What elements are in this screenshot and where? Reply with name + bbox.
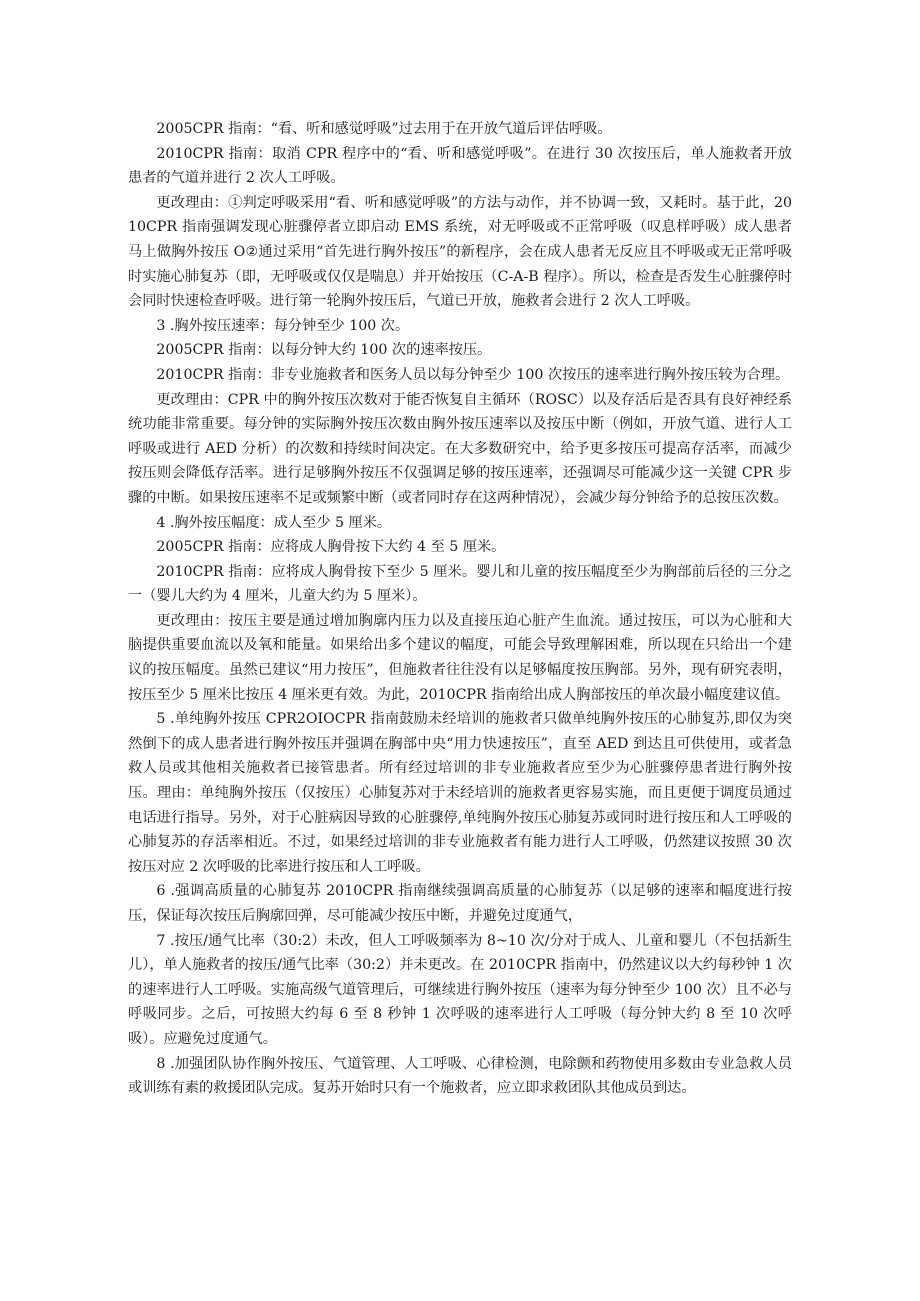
paragraph-heading-compression-depth: 4 .胸外按压幅度：成人至少 5 厘米。 (156, 514, 392, 531)
paragraph-2005-rate: 2005CPR 指南：以每分钟大约 100 次的速率按压。 (156, 342, 492, 359)
paragraph-hands-only-cpr: 5 .单纯胸外按压 CPR2OIOCPR 指南鼓励未经培训的施救者只做单纯胸外按压的心肺复苏,即仅为突然倒下的成人患者进行胸外按压并强调在胸部中央“用力快速按压”，直至 AED 到达且可供使用，或者急救人员或其他相关施救者已接管患者。所有经过培训的非专业施救者应至少为心脏骤停患者进行胸外按压。理由：单纯胸外按压（仅按压）心肺复苏对于未经培训的施救者更容易实施，而且更便于调度员通过电话进行指导。另外，对于心脏病因导致的心脏骤停,单纯胸外按压心肺复苏或同时进行按压和人工呼吸的心肺复苏的存活率相近。不过，如果经过培训的非专业施救者有能力进行人工呼吸，仍然建议按照 30 次按压对应 2 次呼吸的比率进行按压和人工呼吸。 (128, 711, 792, 875)
paragraph-2010-remove-look-listen: 2010CPR 指南：取消 CPR 程序中的“看、听和感觉呼吸”。在进行 30 次按压后，单人施救者开放患者的气道并进行 2 次人工呼吸。 (128, 145, 792, 187)
paragraph-compression-ventilation-ratio: 7 .按压/通气比率（30:2）未改，但人工呼吸频率为 8~10 次/分对于成人、儿童和婴儿（不包括新生儿），单人施救者的按压/通气比率（30:2）并未更改。在 2010CPR 指南中，仍然建议以大约每秒钟 1 次的速率进行人工呼吸。实施高级气道管理后，可继续进行胸外按压（速率为每分钟至少 100 次）且不必与呼吸同步。之后，可按照大约每 6 至 8 秒钟 1 次呼吸的速率进行人工呼吸（每分钟大约 8 至 10 次呼吸）。应避免过度通气。 (128, 932, 792, 1047)
paragraph-rationale-rate: 更改理由：CPR 中的胸外按压次数对于能否恢复自主循环（ROSC）以及存活后是否具有良好神经系统功能非常重要。每分钟的实际胸外按压次数由胸外按压速率以及按压中断（例如，开放气道、进行人工呼吸或进行 AED 分析）的次数和持续时间决定。在大多数研究中，给予更多按压可提高存活率，而减少按压则会降低存活率。进行足够胸外按压不仅强调足够的按压速率，还强调尽可能减少这一关键 CPR 步骤的中断。如果按压速率不足或频繁中断（或者同时存在这两种情况），会减少每分钟给予的总按压次数。 (128, 391, 792, 506)
paragraph-2010-depth: 2010CPR 指南：应将成人胸骨按下至少 5 厘米。婴儿和儿童的按压幅度至少为胸部前后径的三分之一（婴儿大约为 4 厘米，儿童大约为 5 厘米）。 (128, 563, 792, 605)
paragraph-2010-rate: 2010CPR 指南：非专业施救者和医务人员以每分钟至少 100 次按压的速率进行胸外按压较为合理。 (156, 366, 790, 383)
paragraph-heading-compression-rate: 3 .胸外按压速率：每分钟至少 100 次。 (156, 317, 410, 334)
paragraph-rationale-breathing: 更改理由：①判定呼吸采用“看、听和感觉呼吸”的方法与动作，并不协调一致，又耗时。基于此，2010CPR 指南强调发现心脏骤停者立即启动 EMS 系统，对无呼吸或不正常呼吸（叹息样呼吸）成人患者马上做胸外按压 O②通过采用“首先进行胸外按压”的新程序，会在成人患者无反应且不呼吸或无正常呼吸时实施心肺复苏（即，无呼吸或仅仅是喘息）并开始按压（C-A-B 程序）。所以，检查是否发生心脏骤停时会同时快速检查呼吸。进行第一轮胸外按压后，气道已开放，施救者会进行 2 次人工呼吸。 (128, 194, 792, 310)
paragraph-team-coordination: 8 .加强团队协作胸外按压、气道管理、人工呼吸、心律检测，电除颤和药物使用多数由专业急救人员或训练有素的救援团队完成。复苏开始时只有一个施救者，应立即求救团队其他成员到达。 (128, 1055, 792, 1097)
paragraph-rationale-depth: 更改理由：按压主要是通过增加胸廓内压力以及直接压迫心脏产生血流。通过按压，可以为心脏和大脑提供重要血流以及氧和能量。如果给出多个建议的幅度，可能会导致理解困难，所以现在只给出一个建议的按压幅度。虽然已建议“用力按压”，但施救者往往没有以足够幅度按压胸部。另外，现有研究表明，按压至少 5 厘米比按压 4 厘米更有效。为此，2010CPR 指南给出成人胸部按压的单次最小幅度建议值。 (128, 612, 792, 703)
paragraph-2005-look-listen-feel: 2005CPR 指南：“看、听和感觉呼吸”过去用于在开放气道后评估呼吸。 (156, 121, 612, 137)
paragraph-2005-depth: 2005CPR 指南：应将成人胸骨按下大约 4 至 5 厘米。 (156, 539, 506, 556)
paragraph-high-quality-cpr: 6 .强调高质量的心肺复苏 2010CPR 指南继续强调高质量的心肺复苏（以足够的速率和幅度进行按压，保证每次按压后胸廓回弹，尽可能减少按压中断，并避免过度通气， (128, 883, 792, 924)
